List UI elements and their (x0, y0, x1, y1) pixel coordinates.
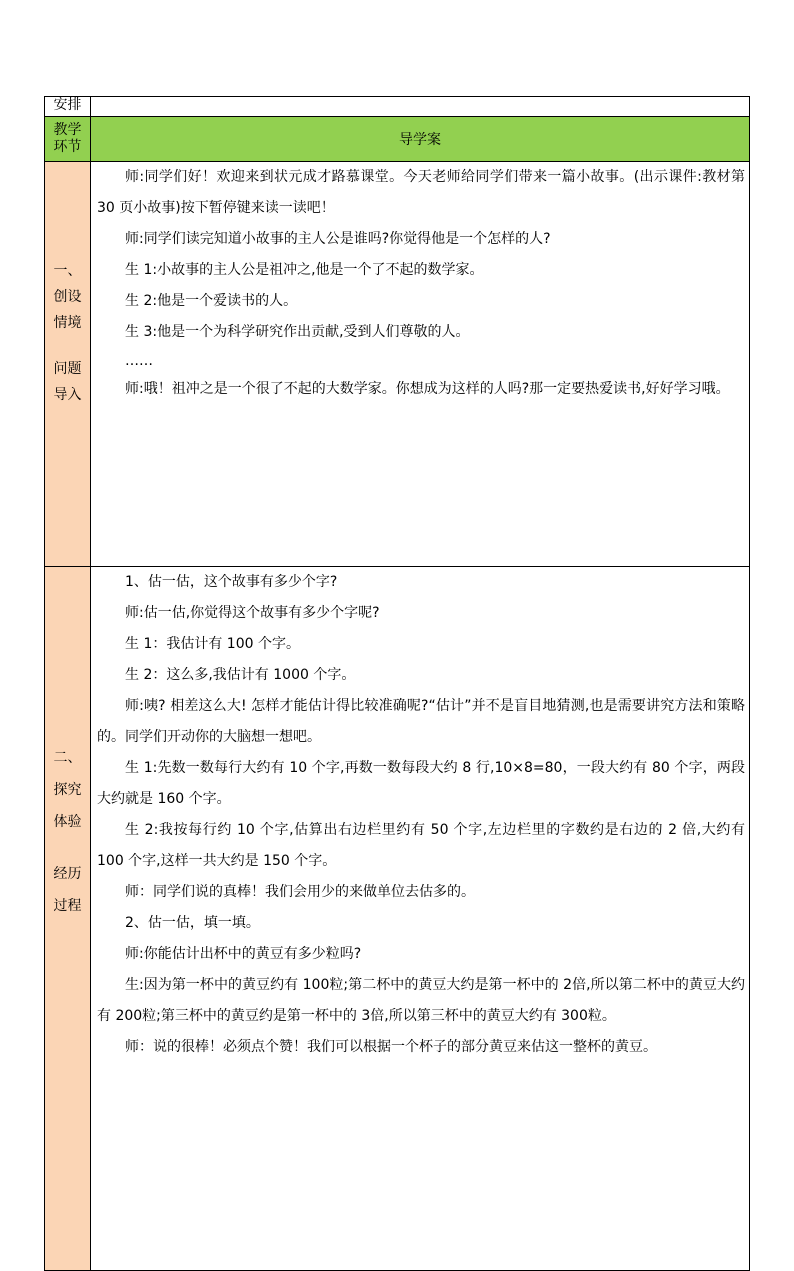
lesson-table (44, 96, 750, 1271)
paragraph: 师:同学们好！欢迎来到状元成才路慕课堂。今天老师给同学们带来一篇小故事。(出示课件:教材第 30 页小故事)按下暂停键来读一读吧！ (97, 169, 745, 216)
section2-side-word2: 体验 (53, 814, 82, 830)
paragraph: 生:因为第一杯中的黄豆约有 100粒;第二杯中的黄豆大约是第一杯中的 2倍,所以第二杯中的黄豆大约有 200粒;第三杯中的黄豆约是第一杯中的 3倍,所以第三杯中的黄豆大约有 300粒。 (97, 977, 745, 1024)
paragraph: 师:同学们读完知道小故事的主人公是谁吗?你觉得他是一个怎样的人? (125, 231, 551, 247)
header-label (45, 117, 91, 162)
paragraph: 生 1：我估计有 100 个字。 (125, 636, 300, 652)
paragraph: 生 2:他是一个爱读书的人。 (125, 293, 298, 309)
anpai-content (91, 97, 750, 117)
section2-side-word1: 探究 (53, 782, 82, 798)
section2-side-word3: 经历 (53, 866, 82, 882)
paragraph: 师:估一估,你觉得这个故事有多少个字呢? (125, 605, 380, 621)
section1-content (91, 162, 750, 567)
paragraph: 师:哦！祖冲之是一个很了不起的大数学家。你想成为这样的人吗?那一定要热爱读书,好好学习哦。 (125, 381, 730, 397)
header-label-line2: 环节 (53, 139, 82, 155)
anpai-label: 安排 (45, 97, 91, 117)
header-title: 导学案 (91, 117, 750, 162)
section1-side-word2: 情境 (53, 315, 82, 331)
question-heading: 2、估一估，填一填。 (125, 915, 260, 931)
header-label-line1: 教学 (53, 122, 82, 138)
paragraph: 师:你能估计出杯中的黄豆有多少粒吗? (125, 946, 362, 962)
paragraph-ellipsis: …… (125, 353, 153, 369)
section2-side-word4: 过程 (53, 898, 82, 914)
paragraph: 生 3:他是一个为科学研究作出贡献,受到人们尊敬的人。 (125, 324, 470, 340)
section2-side-number: 二、 (53, 750, 82, 766)
row-section2 (45, 567, 750, 1271)
row-anpai (45, 97, 750, 117)
section1-side-label (45, 162, 91, 567)
row-header (45, 117, 750, 162)
paragraph: 生 2：这么多,我估计有 1000 个字。 (125, 667, 356, 683)
section1-side-word4: 导入 (53, 387, 82, 403)
paragraph: 生 1:小故事的主人公是祖冲之,他是一个了不起的数学家。 (125, 262, 484, 278)
paragraph: 生 2:我按每行约 10 个字,估算出右边栏里约有 50 个字,左边栏里的字数约是右边的 2 倍,大约有 100 个字,这样一共大约是 150 个字。 (97, 822, 745, 869)
section1-side-word1: 创设 (53, 289, 82, 305)
row-section1 (45, 162, 750, 567)
paragraph: 师：同学们说的真棒！我们会用少的来做单位去估多的。 (125, 884, 475, 900)
section1-side-number: 一、 (53, 263, 82, 279)
paragraph: 师:咦? 相差这么大! 怎样才能估计得比较准确呢?“估计”并不是盲目地猜测,也是需要讲究方法和策略的。同学们开动你的大脑想一想吧。 (97, 698, 745, 745)
section2-content (91, 567, 750, 1271)
section2-side-label (45, 567, 91, 1271)
section1-side-word3: 问题 (53, 361, 82, 377)
question-heading: 1、估一估，这个故事有多少个字? (125, 574, 338, 590)
paragraph: 生 1:先数一数每行大约有 10 个字,再数一数每段大约 8 行,10×8=80，一段大约有 80 个字，两段大约就是 160 个字。 (97, 760, 745, 807)
paragraph: 师：说的很棒！必须点个赞！我们可以根据一个杯子的部分黄豆来估这一整杯的黄豆。 (125, 1039, 657, 1055)
